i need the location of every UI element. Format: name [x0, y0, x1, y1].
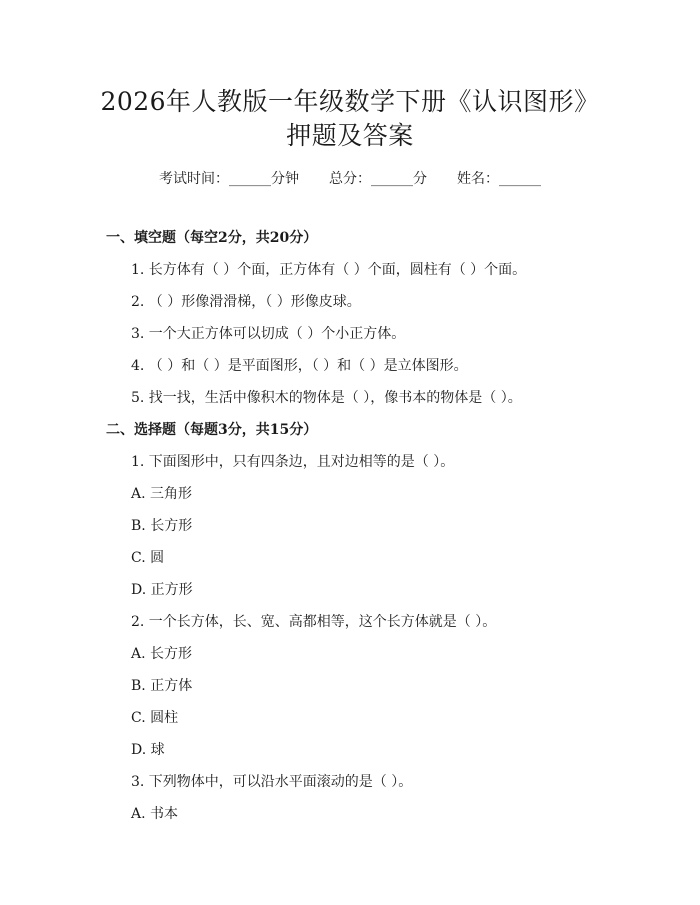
choice-option: D. 正方形 — [131, 582, 193, 598]
choice-question-stem: 2. 一个长方体，长、宽、高都相等，这个长方体就是（ ）。 — [131, 614, 497, 630]
fill-blank-question: 2. （ ）形像滑滑梯，（ ）形像皮球。 — [131, 294, 361, 310]
choice-option: B. 正方体 — [131, 678, 193, 694]
total-score-field: 总分：______分 — [329, 171, 427, 187]
choice-question-stem: 3. 下列物体中，可以沿水平面滚动的是（ ）。 — [131, 774, 413, 790]
section-heading-multiple-choice: 二、选择题（每题3分，共15分） — [106, 422, 318, 438]
choice-option: B. 长方形 — [131, 518, 193, 534]
fill-blank-question: 3. 一个大正方体可以切成（ ）个小正方体。 — [131, 326, 406, 342]
fill-blank-question: 1. 长方体有（ ）个面，正方体有（ ）个面，圆柱有（ ）个面。 — [131, 262, 527, 278]
exam-info-bar — [0, 169, 700, 189]
choice-option: A. 书本 — [131, 806, 179, 822]
choice-option: A. 长方形 — [131, 646, 193, 662]
fill-blank-question: 5. 找一找，生活中像积木的物体是（ ），像书本的物体是（ ）。 — [131, 390, 522, 406]
document-title-line-1: 2026年人教版一年级数学下册《认识图形》 — [100, 87, 600, 116]
fill-blank-question: 4. （ ）和（ ）是平面图形，（ ）和（ ）是立体图形。 — [131, 358, 468, 374]
choice-option: C. 圆柱 — [131, 710, 179, 726]
choice-option: A. 三角形 — [131, 486, 193, 502]
student-name-field: 姓名：______ — [457, 171, 541, 187]
choice-option: D. 球 — [131, 742, 165, 758]
choice-option: C. 圆 — [131, 550, 165, 566]
document-title-line-2: 押题及答案 — [286, 121, 414, 150]
exam-time-field: 考试时间：______分钟 — [159, 171, 299, 187]
choice-question-stem: 1. 下面图形中，只有四条边，且对边相等的是（ ）。 — [131, 454, 455, 470]
section-heading-fill-blank: 一、填空题（每空2分，共20分） — [106, 230, 318, 246]
